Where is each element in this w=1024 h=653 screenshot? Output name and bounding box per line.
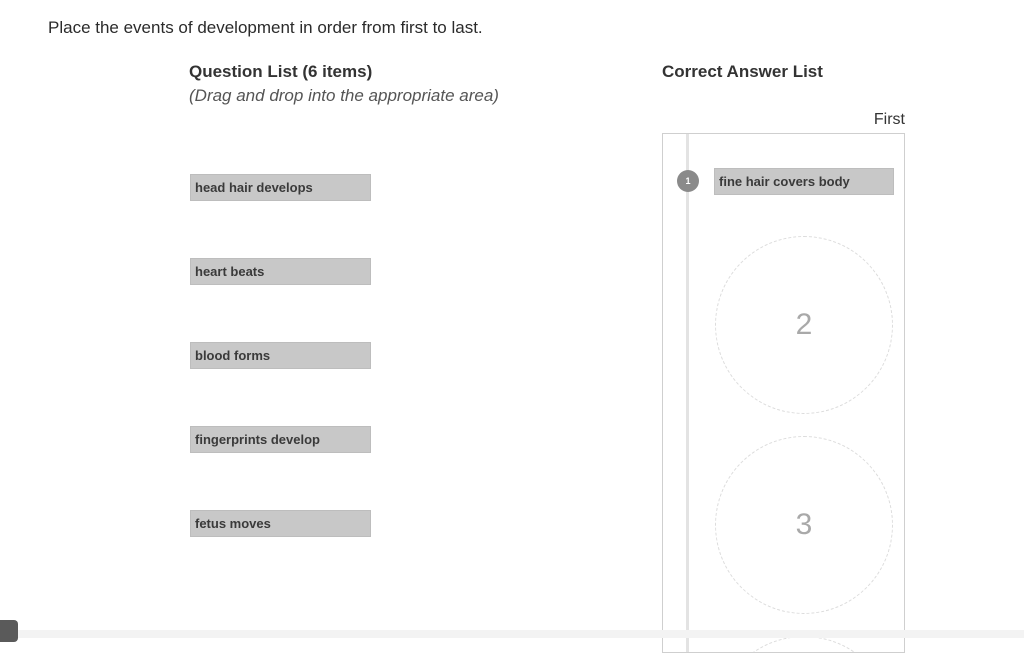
corner-handle-icon[interactable]	[0, 620, 18, 642]
question-list	[190, 174, 372, 594]
question-item-fetus-moves[interactable]: fetus moves	[190, 510, 371, 537]
question-item-fingerprints[interactable]: fingerprints develop	[190, 426, 371, 453]
drop-target-4[interactable]	[715, 636, 893, 653]
question-list-subtitle: (Drag and drop into the appropriate area)	[189, 86, 499, 105]
question-item-heart-beats[interactable]: heart beats	[190, 258, 371, 285]
answer-item-fine-hair[interactable]: fine hair covers body	[714, 168, 894, 195]
question-item-blood-forms[interactable]: blood forms	[190, 342, 371, 369]
slot-number-badge: 1	[677, 170, 699, 192]
first-label: First	[873, 111, 905, 128]
answer-drop-panel[interactable]	[662, 133, 905, 653]
bottom-bar	[0, 630, 1024, 638]
drop-target-2[interactable]: 2	[715, 236, 893, 414]
answer-list-title: Correct Answer List	[662, 62, 823, 81]
question-list-title: Question List (6 items)	[189, 62, 373, 81]
drop-target-3[interactable]: 3	[715, 436, 893, 614]
answer-rail	[686, 134, 689, 652]
question-item-head-hair[interactable]: head hair develops	[190, 174, 371, 201]
instruction-text: Place the events of development in order from first to last.	[48, 18, 483, 37]
